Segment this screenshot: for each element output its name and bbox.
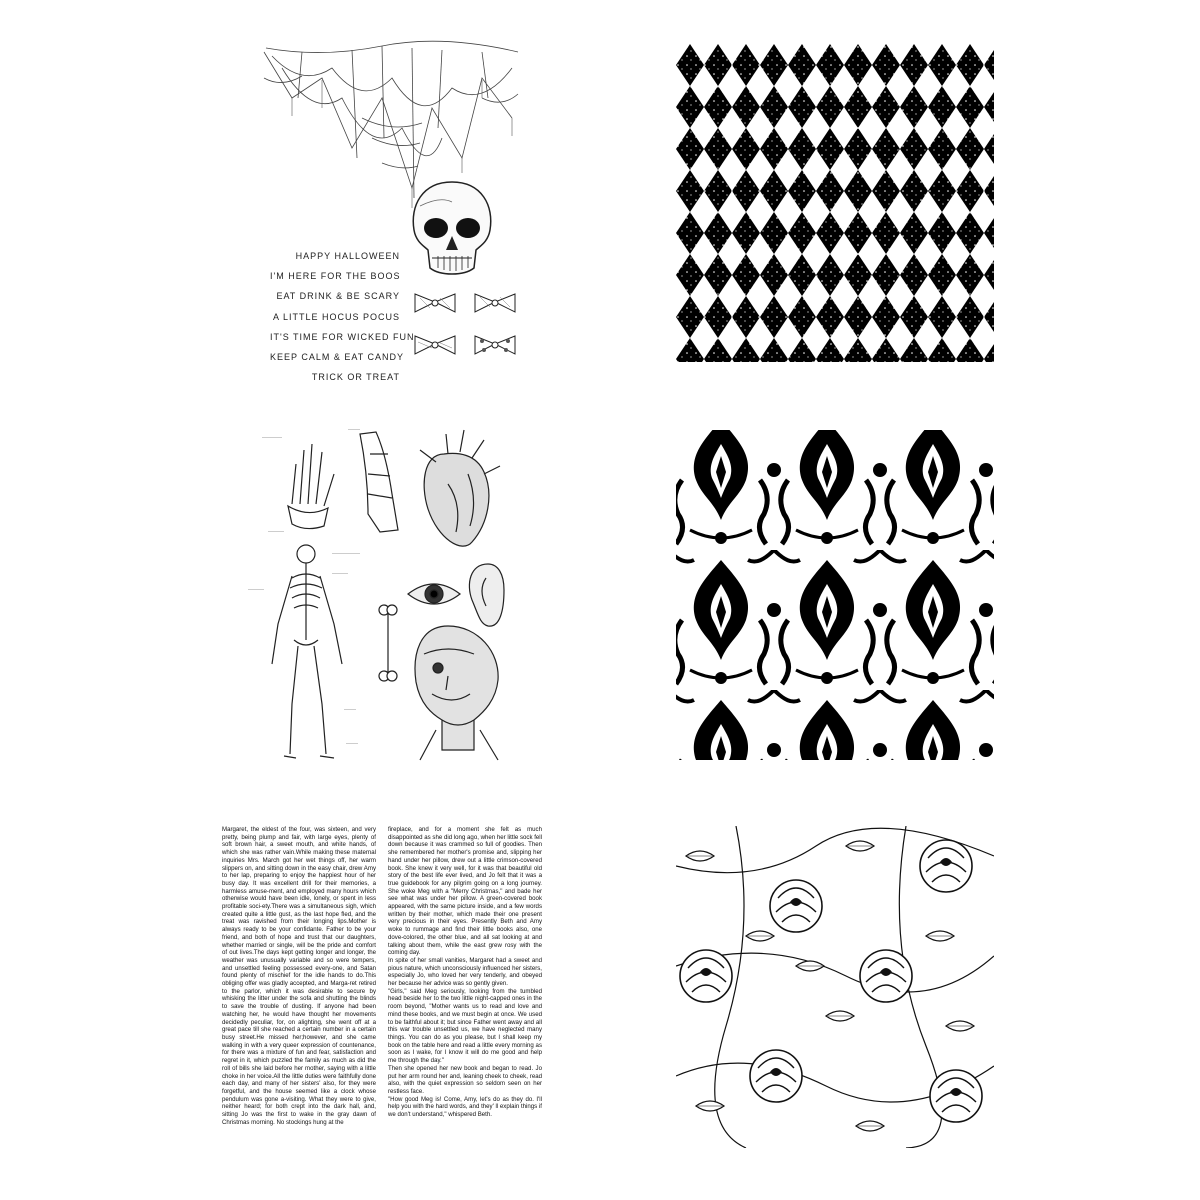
bow-ties-illustration: [410, 288, 520, 368]
roses-pattern: [676, 826, 994, 1148]
heart-illustration: [420, 430, 500, 546]
damask-pattern-panel: [676, 430, 994, 760]
anatomy-illustrations: [248, 414, 520, 770]
halloween-phrases: [270, 246, 415, 380]
story-paragraph: Then she opened her new book and began to read. Jo put her arm round her and, leaning cheek to cheek, read also, with the quiet expression so seldom seen on her restless face.: [388, 1064, 542, 1095]
svg-text:—————: —————: [262, 434, 282, 439]
svg-text:———: ———: [344, 706, 356, 711]
ear-illustration: [469, 564, 504, 626]
svg-text:————: ————: [332, 570, 348, 575]
damask-pattern: [676, 430, 994, 760]
story-text-column-right: [388, 826, 542, 1119]
harlequin-pattern-panel: [676, 44, 994, 362]
bone-illustration: [379, 605, 397, 681]
phrase-line: IT'S TIME FOR WICKED FUN: [270, 331, 415, 342]
phrase-line: EAT DRINK & BE SCARY: [276, 291, 400, 302]
story-paragraph: "How good Meg is! Come, Amy, let's do as they do. I'll help you with the hard words, and they' ll explain things if we don't understand," whispered Beth.: [388, 1095, 542, 1119]
story-text-panel: [222, 826, 542, 1156]
svg-text:———————: ———————: [332, 550, 360, 555]
roses-pattern-panel: [676, 826, 994, 1148]
svg-text:————: ————: [248, 586, 264, 591]
story-paragraph: fireplace, and for a moment she felt as much disappointed as she did long ago, when her little sock fell down because it was crammed so full of goodies. Then she remembered her mother's promise and, slipping her hand under her pillow, drew out a little crimson-covered book. She knew it very well, for it was that beautiful old story of the best life ever lived, and Jo felt that it was a true guidebook for any pilgrim going on a long journey. She woke Meg with a "Merry Christmas," and bade her see what was under her pillow. A green-covered book appeared, with the same picture inside, and a few words written by their mother, which made their one present very precious in their eyes. Presently Beth and Amy woke to rummage and find their little books also, one dove-colored, the other blue, and all sat looking at and talking about them, while the east grew rosy with the coming day.: [388, 826, 542, 957]
story-paragraph: Margaret, the eldest of the four, was sixteen, and very pretty, being plump and fair, with large eyes, plenty of soft brown hair, a sweet mouth, and white hands, of which she was rather vain.While making these maternal inquiries Mrs. March got her wet things off, her warm slippers on, and sitting down in the easy chair, drew Amy to her lap, preparing to enjoy the happiest hour of her busy day. It was excellent drill for their memories, a harmless amuse-ment, and employed many hours which otherwise would have been idle, lonely, or spent in less profitable soci-ety.There was a simultaneous sigh, which created quite a little gust, as the last hope fled, and the treat was ravished from their longing lips.Mother is always ready to be your confidante. Father to be your friend, and both of hope and trust that our daughters, whether married or single, will be the pride and comfort of out lives.The days kept getting longer and longer, the weather was unusually variable and so were tempers, and unsettled feeling possessed every-one, and Satan found plenty of mischief for the idle hands to do.This obliging offer was gladly accepted, and Marga-ret retired to the parlor, which it was desirable to secure by whisking the litter under the sofa and shutting the blinds to save the trouble of dusting. If anyone had been watching her, he would have thought her movements decidedly peculiar, for, on alighting, she went off at a great pace till she reached a certain number in a certain busy street.He missed her;however, and she came walking in with a very queer expression of countenance, for there was a mixture of fun and fear, satisfaction and regret in it, which puzzled the family as much as did the roll of bills she laid before her mother, saying with a little choke in her voice.All the little duties were faithfully done each day, and many of her sisters' also, for they were forgetful, and the house seemed like a clock whose pendulum was gone a-visiting. What they were to give, neither heard; for both crept into the dark hall, and, sitting Jo was the first to wake in the gray dawn of Christmas morning. No stockings hung at the: [222, 826, 376, 1126]
harlequin-pattern: [676, 44, 994, 362]
head-muscles-illustration: [415, 626, 498, 760]
skull-illustration: [400, 176, 504, 280]
eye-illustration: [408, 584, 460, 604]
story-paragraph: "Girls," said Meg seriously, looking from the tumbled head beside her to the two little night-capped ones in the room beyond, "Mother wants us to read and love and mind these books, and we must begin at once. We used to be faithful about it; but since Father went away and all this war trouble unsettled us, we have neglected many things. You can do as you please, but I shall keep my book on the table here and read a little every morning as soon as I wake, for I know it will do me good and help me through the day.": [388, 987, 542, 1065]
anatomy-stamp-panel: [248, 414, 520, 770]
phrase-line: I'M HERE FOR THE BOOS: [270, 271, 401, 282]
foot-bones-illustration: [360, 432, 398, 532]
story-text-column-left: [222, 826, 376, 1126]
phrase-line: HAPPY HALLOWEEN: [295, 251, 400, 261]
svg-text:———: ———: [348, 426, 360, 431]
skeleton-illustration: [272, 545, 342, 758]
svg-text:———: ———: [346, 740, 358, 745]
story-paragraph: In spite of her small vanities, Margaret had a sweet and pious nature, which unconsciously influenced her sisters, especially Jo, who loved her very tenderly, and obeyed her because her advice was so gently given.: [388, 956, 542, 988]
halloween-stamp-panel: [262, 38, 520, 380]
phrase-line: KEEP CALM & EAT CANDY: [270, 352, 405, 363]
phrase-line: A LITTLE HOCUS POCUS: [272, 311, 400, 322]
phrase-line: TRICK OR TREAT: [311, 372, 400, 380]
svg-text:————: ————: [268, 528, 284, 533]
hand-bones-illustration: [288, 444, 334, 529]
